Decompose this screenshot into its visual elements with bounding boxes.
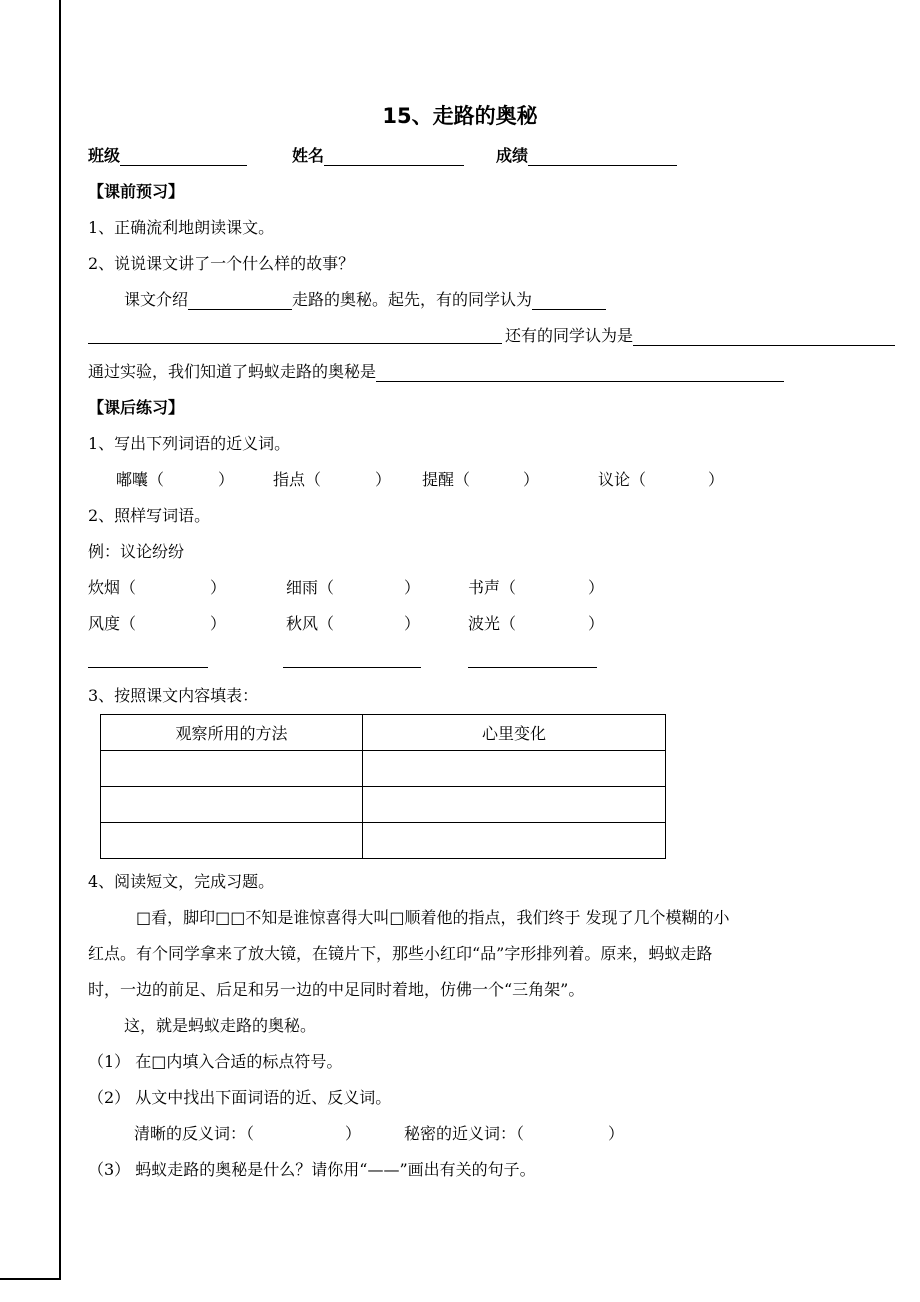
score-blank[interactable] — [528, 147, 677, 166]
preview-q2-line3-text: 通过实验，我们知道了蚂蚁走路的奥秘是 — [88, 362, 377, 381]
section-practice-heading: 【课后练习】 — [88, 398, 185, 417]
name-label: 姓名 — [292, 146, 325, 165]
synonym-item-2[interactable]: 指点（ — [273, 470, 322, 489]
preview-q2-line1-a: 课文介绍 — [124, 290, 189, 309]
imitate-item-3-close: ） — [588, 578, 605, 597]
preview-q2-line1-b: 走路的奥秘。起先，有的同学认为 — [292, 290, 533, 309]
sub-question-2: （2） 从文中找出下面词语的近、反义词。 — [88, 1088, 392, 1107]
synonym-item-3-close: ） — [523, 470, 540, 489]
table-header-method: 观察所用的方法 — [101, 715, 363, 751]
section-preview-heading: 【课前预习】 — [88, 182, 185, 201]
imitate-item-4[interactable]: 风度（ — [88, 614, 137, 633]
preview-q2-blank-3[interactable] — [88, 343, 502, 344]
table-row — [101, 823, 666, 859]
synonym-item-4[interactable]: 议论（ — [598, 470, 647, 489]
imitate-item-5-close: ） — [404, 614, 421, 633]
class-label: 班级 — [88, 146, 121, 165]
observation-table — [100, 714, 666, 859]
passage-line-2: 红点。有个同学拿来了放大镜，在镜片下，那些小红印“品”字形排列着。原来，蚂蚁走路 — [88, 944, 713, 963]
table-row — [101, 787, 666, 823]
preview-q2: 2、说说课文讲了一个什么样的故事？ — [88, 254, 355, 273]
score-field[interactable] — [496, 146, 677, 168]
left-margin-foot-line — [0, 1278, 61, 1280]
table-header-row — [101, 715, 666, 751]
synonym-item-1-close: ） — [218, 470, 235, 489]
imitate-item-5[interactable]: 秋风（ — [286, 614, 335, 633]
antonym-clear-close: ） — [345, 1124, 362, 1143]
imitate-item-6[interactable]: 波光（ — [468, 614, 517, 633]
table-cell[interactable] — [363, 823, 666, 859]
imitate-item-4-close: ） — [210, 614, 227, 633]
practice-q3: 3、按照课文内容填表： — [88, 686, 259, 705]
imitate-answer-blank-2[interactable] — [283, 667, 421, 668]
table-cell[interactable] — [101, 787, 363, 823]
practice-q1: 1、写出下列词语的近义词。 — [88, 434, 291, 453]
sub-question-3: （3） 蚂蚁走路的奥秘是什么？请你用“——”画出有关的句子。 — [88, 1160, 536, 1179]
preview-q2-blank-1[interactable] — [188, 291, 292, 310]
imitate-item-1-close: ） — [210, 578, 227, 597]
imitate-item-3[interactable]: 书声（ — [468, 578, 517, 597]
table-header-feeling: 心里变化 — [363, 715, 666, 751]
table-cell[interactable] — [363, 787, 666, 823]
preview-q2-line2 — [505, 326, 895, 348]
class-field[interactable] — [88, 146, 247, 168]
synonym-item-3[interactable]: 提醒（ — [422, 470, 471, 489]
synonym-item-1[interactable]: 嘟囔（ — [116, 470, 165, 489]
imitate-item-6-close: ） — [588, 614, 605, 633]
synonym-secret-close: ） — [608, 1124, 625, 1143]
synonym-item-2-close: ） — [375, 470, 392, 489]
imitate-item-2-close: ） — [404, 578, 421, 597]
imitate-item-2[interactable]: 细雨（ — [286, 578, 335, 597]
score-label: 成绩 — [496, 146, 529, 165]
preview-q2-blank-5[interactable] — [376, 363, 784, 382]
imitate-item-1[interactable]: 炊烟（ — [88, 578, 137, 597]
name-field[interactable] — [292, 146, 464, 168]
class-blank[interactable] — [120, 147, 247, 166]
practice-q2-example: 例：议论纷纷 — [88, 542, 185, 561]
preview-q2-line3 — [88, 362, 784, 384]
page-title: 15、走路的奥秘 — [382, 104, 538, 128]
preview-q1: 1、正确流利地朗读课文。 — [88, 218, 275, 237]
synonym-item-4-close: ） — [708, 470, 725, 489]
table-cell[interactable] — [101, 823, 363, 859]
preview-q2-blank-2[interactable] — [532, 291, 606, 310]
imitate-answer-blank-1[interactable] — [88, 667, 208, 668]
preview-q2-line1 — [124, 290, 606, 312]
sub-question-1: （1） 在□内填入合适的标点符号。 — [88, 1052, 343, 1071]
preview-q2-line2-text: 还有的同学认为是 — [505, 326, 634, 345]
practice-q4: 4、阅读短文，完成习题。 — [88, 872, 275, 891]
passage-line-4: 这，就是蚂蚁走路的奥秘。 — [124, 1016, 317, 1035]
passage-line-1: □看，脚印□□不知是谁惊喜得大叫□顺着他的指点，我们终于 发现了几个模糊的小 — [136, 908, 730, 927]
left-margin-line — [59, 0, 61, 1280]
table-cell[interactable] — [101, 751, 363, 787]
preview-q2-blank-4[interactable] — [633, 327, 895, 346]
table-cell[interactable] — [363, 751, 666, 787]
practice-q2: 2、照样写词语。 — [88, 506, 211, 525]
passage-line-3: 时，一边的前足、后足和另一边的中足同时着地，仿佛一个“三角架”。 — [88, 980, 585, 999]
imitate-answer-blank-3[interactable] — [468, 667, 597, 668]
name-blank[interactable] — [324, 147, 464, 166]
synonym-secret[interactable]: 秘密的近义词：（ — [404, 1124, 525, 1143]
antonym-clear[interactable]: 清晰的反义词：（ — [134, 1124, 255, 1143]
table-row — [101, 751, 666, 787]
